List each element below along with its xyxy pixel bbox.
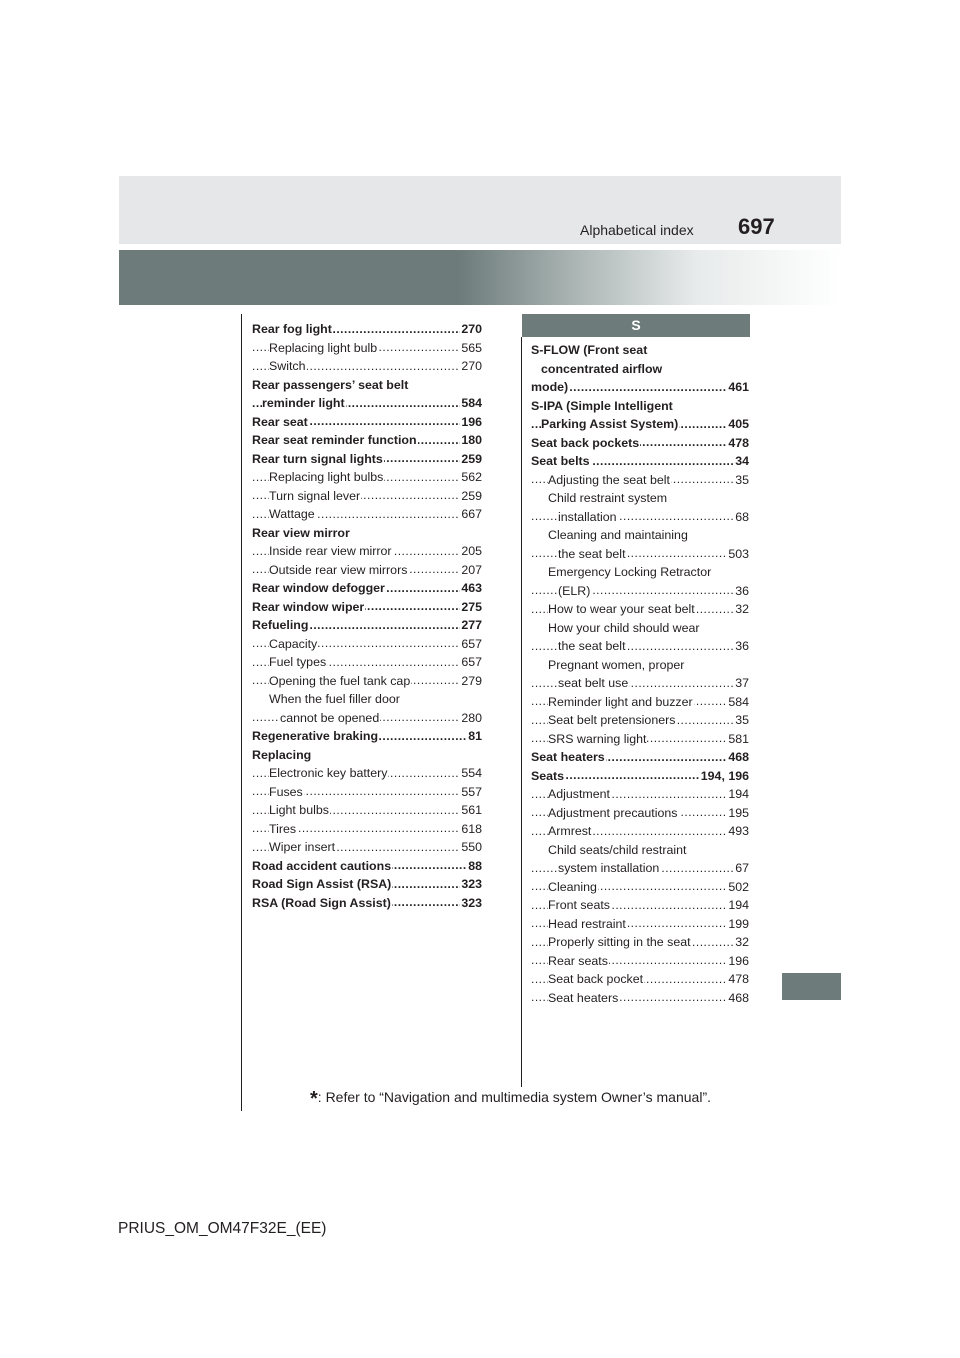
index-entry-page: 195 [727, 804, 749, 823]
index-entry-page: 468 [727, 989, 749, 1008]
index-entry [252, 653, 482, 672]
index-entry [531, 378, 749, 397]
index-entry-term: Refueling [252, 618, 309, 632]
index-entry-page: 205 [460, 542, 482, 561]
index-entry-page: 36 [734, 582, 749, 601]
index-entry-page: 463 [460, 579, 482, 598]
page-number: 697 [738, 214, 775, 239]
index-entry-term: Front seats [548, 898, 610, 912]
index-entry [531, 434, 749, 453]
index-entry-term: Outside rear view mirrors [269, 562, 408, 577]
index-entry [252, 561, 482, 580]
index-entry-term: Rear seat reminder function [252, 433, 417, 447]
header-gradient-band [119, 250, 841, 305]
index-entry [252, 875, 482, 894]
index-entry-term: (ELR) [558, 583, 591, 598]
index-entry-page: 461 [727, 378, 749, 397]
index-column-left [252, 320, 482, 912]
index-entry-term: When the fuel filler door [269, 692, 400, 706]
index-entry [252, 320, 482, 339]
index-entry [252, 635, 482, 654]
index-entry-term: installation [558, 509, 617, 524]
index-entry-term: Head restraint [548, 916, 626, 931]
index-entry [252, 450, 482, 469]
index-entry [531, 600, 749, 619]
index-entry-term: Adjusting the seat belt [548, 472, 670, 487]
index-entry [531, 656, 749, 675]
index-entry-term: Turn signal lever [269, 488, 361, 503]
index-entry-page: 581 [727, 730, 749, 749]
index-entry-term: Cleaning [548, 879, 597, 894]
index-entry-term: Seat heaters [531, 750, 605, 764]
index-entry-term: SRS warning light [548, 731, 647, 746]
index-entry-term: Wattage [269, 507, 315, 521]
index-entry [252, 505, 482, 524]
index-entry-term: Seat back pockets [531, 435, 640, 450]
index-entry-page: 584 [727, 693, 749, 712]
index-entry [531, 933, 749, 952]
index-entry-page: 657 [460, 635, 482, 654]
index-entry-page: 478 [727, 434, 749, 453]
index-entry [531, 397, 749, 416]
index-entry-term: Electronic key battery [269, 766, 388, 780]
index-entry-page: 270 [460, 320, 482, 339]
index-entry [531, 785, 749, 804]
index-entry-term: Seat belt pretensioners [548, 713, 676, 727]
index-entry-term: Armrest [548, 824, 592, 838]
index-entry [531, 711, 749, 730]
index-entry-term: How your child should wear [548, 620, 700, 635]
index-entry-page: 37 [734, 674, 749, 693]
index-entry [252, 616, 482, 635]
index-entry [531, 526, 749, 545]
index-entry-page: 35 [734, 471, 749, 490]
index-entry [531, 563, 749, 582]
index-entry-page: 34 [734, 452, 749, 471]
index-entry-term: Seats [531, 768, 565, 783]
index-entry-page: 550 [460, 838, 482, 857]
index-entry [252, 727, 482, 746]
index-entry-term: Switch [269, 359, 306, 373]
index-entry-page: 270 [460, 357, 482, 376]
index-entry-term: RSA (Road Sign Assist) [252, 895, 391, 910]
index-entry [531, 730, 749, 749]
index-entry-page: 35 [734, 711, 749, 730]
page-title: Alphabetical index [580, 222, 694, 238]
index-entry-page: 32 [734, 600, 749, 619]
index-entry-page: 275 [460, 598, 482, 617]
index-entry [252, 672, 482, 691]
index-entry-term: the seat belt [558, 546, 626, 561]
index-entry [252, 357, 482, 376]
index-entry-term: Fuses [269, 784, 303, 799]
index-entry [252, 542, 482, 561]
index-entry [252, 801, 482, 820]
index-entry [531, 582, 749, 601]
index-entry-page: 323 [460, 875, 482, 894]
index-entry-page: 657 [460, 653, 482, 672]
index-entry-term: Reminder light and buzzer [548, 694, 693, 709]
left-column-rule [241, 314, 242, 1111]
index-entry [531, 489, 749, 508]
index-entry-term: seat belt use [558, 676, 629, 690]
index-entry-page: 67 [734, 859, 749, 878]
index-entry-page: 194, 196 [700, 767, 749, 786]
index-entry-term: Inside rear view mirror [269, 544, 392, 558]
index-entry-page: 618 [460, 820, 482, 839]
footnote [310, 1088, 711, 1111]
index-entry-term: the seat belt [558, 639, 626, 653]
index-entry-page: 199 [727, 915, 749, 934]
footnote-marker: * [310, 1088, 318, 1110]
index-entry-term: S-FLOW (Front seat [531, 343, 648, 357]
index-entry [252, 598, 482, 617]
index-entry [531, 878, 749, 897]
index-entry-term: Replacing light bulb [269, 340, 378, 355]
index-entry-term: How to wear your seat belt [548, 602, 695, 616]
index-entry-term: Emergency Locking Retractor [548, 565, 712, 579]
index-entry [252, 487, 482, 506]
index-entry [531, 896, 749, 915]
index-entry-term: cannot be opened [280, 710, 380, 725]
index-entry-term: Light bulbs [269, 803, 329, 817]
index-entry [252, 690, 482, 709]
index-entry-page: 194 [727, 896, 749, 915]
index-entry [531, 841, 749, 860]
index-column-right [531, 341, 749, 1007]
index-entry [531, 915, 749, 934]
index-entry [252, 820, 482, 839]
index-entry-page: 81 [467, 727, 482, 746]
index-entry-page: 557 [460, 783, 482, 802]
index-entry-term: Wiper insert [269, 840, 336, 854]
index-entry [252, 894, 482, 913]
index-entry [531, 989, 749, 1008]
index-entry [531, 619, 749, 638]
index-entry-page: 584 [460, 394, 482, 413]
index-entry-page: 194 [727, 785, 749, 804]
document-code: PRIUS_OM_OM47F32E_(EE) [118, 1220, 327, 1237]
index-entry-term: Child seats/child restraint [548, 842, 687, 857]
index-entry [252, 394, 482, 413]
index-entry [531, 822, 749, 841]
index-entry-page: 493 [727, 822, 749, 841]
index-entry [252, 764, 482, 783]
index-entry-term: Rear seats [548, 953, 608, 968]
index-entry-term: Replacing light bulbs [269, 470, 384, 484]
index-entry-page: 259 [460, 450, 482, 469]
index-entry-term: mode) [531, 380, 569, 394]
index-entry-term: Regenerative braking [252, 729, 379, 743]
index-entry-term: Opening the fuel tank cap [269, 673, 411, 688]
index-entry-page: 323 [460, 894, 482, 913]
index-entry-page: 503 [727, 545, 749, 564]
index-entry-term: Tires [269, 821, 297, 836]
index-entry-page: 279 [460, 672, 482, 691]
index-entry [252, 413, 482, 432]
index-entry-term: Pregnant women, proper [548, 657, 685, 672]
index-entry-term: S-IPA (Simple Intelligent [531, 398, 673, 413]
index-entry-term: Rear seat [252, 414, 308, 429]
index-entry-term: Rear window wiper [252, 599, 365, 614]
index-entry [252, 339, 482, 358]
index-entry-page: 196 [460, 413, 482, 432]
index-entry-page: 88 [467, 857, 482, 876]
index-entry-page: 502 [727, 878, 749, 897]
index-entry-term: Seat heaters [548, 990, 619, 1005]
header-top-bar [119, 176, 841, 244]
index-entry [531, 970, 749, 989]
index-entry [531, 360, 749, 379]
index-entry [252, 579, 482, 598]
index-entry-term: Rear fog light [252, 322, 332, 336]
index-entry [531, 471, 749, 490]
index-entry-term: Adjustment [548, 787, 610, 801]
index-entry-page: 562 [460, 468, 482, 487]
index-entry [531, 341, 749, 360]
index-entry [252, 524, 482, 543]
index-entry-term: Capacity [269, 636, 318, 651]
index-entry-term: Parking Assist System) [541, 417, 679, 431]
index-entry [252, 783, 482, 802]
index-entry-term: Replacing [252, 747, 312, 762]
index-entry [252, 376, 482, 395]
index-entry-term: Fuel types [269, 655, 327, 669]
index-entry-page: 405 [727, 415, 749, 434]
index-entry-page: 259 [460, 487, 482, 506]
index-entry [531, 545, 749, 564]
footnote-text: : Refer to “Navigation and multimedia system Owner’s manual”. [317, 1089, 711, 1105]
index-entry-page: 277 [460, 616, 482, 635]
index-entry-term: Road accident cautions [252, 858, 392, 873]
index-entry-page: 280 [460, 709, 482, 728]
index-entry-term: Rear passengers’ seat belt [252, 377, 409, 392]
index-entry [531, 637, 749, 656]
index-entry-page: 180 [460, 431, 482, 450]
index-entry [531, 452, 749, 471]
index-entry [252, 431, 482, 450]
index-entry-page: 561 [460, 801, 482, 820]
index-entry [252, 468, 482, 487]
index-entry-term: Adjustment precautions [548, 805, 678, 820]
index-entry [531, 508, 749, 527]
index-entry-term: Seat back pocket [548, 972, 644, 986]
index-entry-page: 196 [727, 952, 749, 971]
index-entry [531, 693, 749, 712]
index-entry-term: Child restraint system [548, 491, 668, 505]
index-entry-term: Road Sign Assist (RSA) [252, 877, 392, 891]
section-header-s: S [522, 314, 750, 337]
index-entry-page: 32 [734, 933, 749, 952]
index-entry-term: Rear window defogger [252, 581, 385, 595]
index-entry [531, 674, 749, 693]
index-entry-term: system installation [558, 861, 660, 875]
index-entry-page: 468 [727, 748, 749, 767]
chapter-side-tab [782, 973, 841, 1000]
index-entry-page: 478 [727, 970, 749, 989]
index-entry-term: Cleaning and maintaining [548, 528, 688, 542]
index-entry-term: Properly sitting in the seat [548, 935, 691, 949]
index-entry [531, 804, 749, 823]
index-entry-term: Rear turn signal lights [252, 451, 383, 466]
index-entry-page: 554 [460, 764, 482, 783]
index-entry [531, 859, 749, 878]
index-entry-page: 667 [460, 505, 482, 524]
index-entry-term: reminder light [262, 396, 345, 410]
index-entry [252, 838, 482, 857]
index-entry-page: 36 [734, 637, 749, 656]
index-entry-page: 565 [460, 339, 482, 358]
index-entry [531, 952, 749, 971]
index-entry-term: Rear view mirror [252, 525, 350, 540]
index-entry-page: 207 [460, 561, 482, 580]
index-entry [252, 709, 482, 728]
index-entry [252, 746, 482, 765]
index-entry [531, 748, 749, 767]
index-entry [252, 857, 482, 876]
index-entry-term: Seat belts [531, 454, 590, 468]
index-entry [531, 767, 749, 786]
index-entry [531, 415, 749, 434]
index-entry-page: 68 [734, 508, 749, 527]
index-entry-term: concentrated airflow [541, 361, 663, 376]
middle-column-rule [521, 337, 522, 1087]
